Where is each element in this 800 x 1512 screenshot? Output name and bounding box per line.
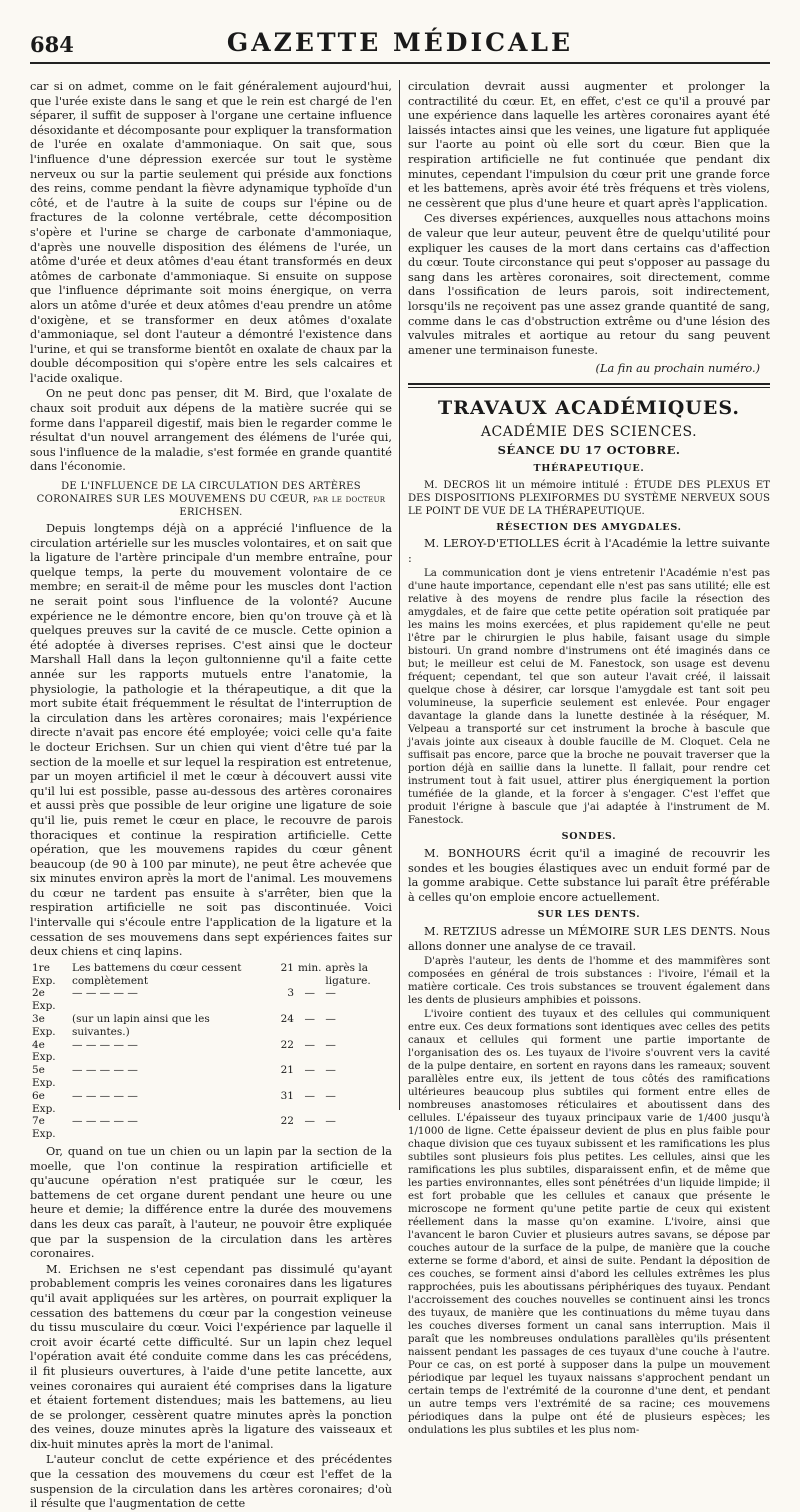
- experiment-unit: min.: [298, 961, 322, 974]
- experiments-table: [30, 962, 392, 1141]
- experiment-n: 3e Exp.: [32, 1013, 56, 1038]
- experiment-row: [30, 1115, 392, 1141]
- experiment-row: [30, 1064, 392, 1090]
- experiment-num: 21: [280, 961, 294, 974]
- masthead: [30, 24, 770, 64]
- continuation-note: (La fin au prochain numéro.): [595, 362, 760, 376]
- paragraph: L'ivoire contient des tuyaux et des cellules qui communiquent entre eux. Ces deux formations sont identiques avec celles des petits canaux et cellules qui forment une partie importante de l'organisation des os. Les tuyaux de l'ivoire s'ouvrent vers la cavité de la pulpe dentaire, en sortent en rayons dans les rameaux; souvent parallèles entre eux, ils jettent de tous côtés des ramifications ultérieures beaucoup plus subtiles qui forment entre elles de nombreuses anastomoses réticulaires et aboutissent dans des cellules. L'épaisseur des tuyaux principaux varie de 1/400 jusqu'à 1/1000 de ligne. Cette épaisseur devient de plus en plus faible pour chaque division que ces tuyaux subissent et les ramifications les plus subtiles sont plusieurs fois plus petites. Les cellules, ainsi que les ramifications les plus subtiles, disparaissent enfin, et de même que les parties environnantes, elles sont pénétrées d'un liquide limpide; il est fort probable que les cellules et canaux que présente le microscope ne forment qu'une petite partie de ceux qui existent réellement dans la masse qu'on examine. L'ivoire, ainsi que l'avancent le baron Cuvier et plusieurs autres savans, se dépose par couches autour de la surface de la pulpe, de manière que la couche externe se forme d'abord, et ainsi de suite. Pendant la déposition de ces couches, se forment ainsi d'abord les cellules extrêmes les plus rapprochées, puis les aboutissans périphériques des tuyaux. Pendant l'accroissement des couches nouvelles se continuent ainsi les troncs des tuyaux, de manière que les continuations du même tuyau dans les couches diverses forment un canal sans interruption. Mais il paraît que les nombreuses ondulations parallèles qu'ils présentent naissent pendant les passages de ces tuyaux d'une couche à l'autre. Pour ce cas, on est porté à supposer dans la pulpe un mouvement périodique par lequel les tuyaux naissans s'approchent pendant un certain temps de l'extrémité de la couronne d'une dent, et pendant un autre temps vers l'extrémité de sa racine; ces mouvemens périodiques dans la pulpe ont été de plusieurs espèces; les ondulations les plus subtiles et les plus nom-: [408, 1009, 770, 1437]
- paragraph: M. Erichsen ne s'est cependant pas dissimulé qu'ayant probablement compris les veines coronaires dans les ligatures qu'il avait appliquées sur les artères, on pourrait expliquer la cessation des battemens du cœur par la congestion veineuse du tissu musculaire du cœur. Voici l'expérience par laquelle il croit avoir écarté cette difficulté. Sur un lapin chez lequel l'opération avait été conduite comme dans les cas précédens, il fit plusieurs ouvertures, à l'aide d'une petite lancette, aux veines coronaires qui auraient été comprises dans la ligature et étaient fortement distendues; mais les battemens, au lieu de se prolonger, cessèrent quatre minutes après la ponction des veines, douze minutes après la ligature des vaisseaux et dix-huit minutes après la mort de l'animal.: [30, 1262, 392, 1451]
- paragraph: Or, quand on tue un chien ou un lapin par la section de la moelle, que l'on continue la respiration artificielle et qu'aucune opération n'est pratiquée sur le cœur, les battemens de cet organe durent pendant une heure ou une heure et demie; la différence entre la durée des mouvemens dans les deux cas paraît, à l'auteur, ne pouvoir être expliquée que par la suspension de la circulation dans les artères coronaires.: [30, 1145, 392, 1261]
- experiment-num: 22: [280, 1038, 294, 1051]
- experiment-tail: —: [325, 987, 336, 1000]
- experiment-n: 7e Exp.: [32, 1115, 56, 1141]
- experiment-row: [30, 962, 392, 988]
- experiment-tail: après la ligature.: [325, 961, 371, 987]
- experiment-text: — — — — —: [72, 1089, 138, 1102]
- experiment-num: 22: [280, 1115, 294, 1128]
- experiment-tail: —: [325, 1089, 336, 1102]
- paragraph: On ne peut donc pas penser, dit M. Bird, que l'oxalate de chaux soit produit aux dépens de la matière sucrée qui se forme dans l'appareil digestif, mais bien le regarder comme le résultat d'un nouvel arrangement des élémens de l'urée qui, sous l'influence de la maladie, s'est formée en grande quantité dans l'économie.: [30, 387, 392, 474]
- experiment-unit: —: [304, 1115, 315, 1128]
- subheading-sondes: SONDES.: [561, 831, 617, 843]
- experiment-num: 21: [280, 1064, 294, 1077]
- experiment-n: 2e Exp.: [32, 987, 56, 1013]
- experiment-row: [30, 1039, 392, 1065]
- session-date: SÉANCE DU 17 OCTOBRE.: [497, 443, 681, 458]
- experiment-text: — — — — —: [72, 987, 138, 1000]
- experiment-text: Les battemens du cœur cessent complètement: [72, 961, 242, 987]
- paragraph: Depuis longtemps déjà on a apprécié l'influence de la circulation artérielle sur les muscles volontaires, et on sait que la ligature de l'artère principale d'un membre entraîne, pour quelque temps, la perte du mouvement volontaire de ce membre; en serait-il de même pour les muscles dont l'action ne serait point sous l'influence de la volonté? Aucune expérience ne le démontre encore, bien qu'on trouve çà et là quelques preuves sur la cavité de ce muscle. Cette opinion a été adoptée à diverses reprises. C'est ainsi que le docteur Marshall Hall dans la leçon gultonnienne qu'il a faite cette année sur les rapports mutuels entre l'anatomie, la physiologie, la pathologie et la thérapeutique, a dit que la mort subite était fréquemment le résultat de l'interruption de la circulation dans les artères coronaires; mais l'expérience directe n'avait pas encore été employée; voici celle qu'a faite le docteur Erichsen. Sur un chien qui vient d'être tué par la section de la moelle et sur lequel la respiration est entretenue, par un moyen artificiel il met le cœur à découvert aussi vite qu'il lui est possible, passe au-dessous des artères coronaires et aussi près que possible de leur origine une ligature de soie qu'il lie, puis remet le cœur en place, le recouvre de parois thoraciques et continue la respiration artificielle. Cette opération, que les mouvemens rapides du cœur gênent beaucoup (de 90 à 100 par minute), ne peut être achevée que six minutes environ après la mort de l'animal. Les mouvemens du cœur ne tardent pas ensuite à s'arrêter, bien que la respiration artificielle ne soit pas discontinuée. Voici l'intervalle qui s'écoule entre l'application de la ligature et la cessation de ses mouvemens dans sept expériences faites sur deux chiens et cinq lapins.: [30, 522, 393, 959]
- paragraph: L'auteur conclut de cette expérience et des précédentes que la cessation des mouvemens du cœur est l'effet de la suspension de la circulation dans les artères coronaires; d'où il résulte que l'augmentation de cette: [30, 1453, 392, 1511]
- experiment-unit: —: [304, 1064, 315, 1077]
- experiment-row: [30, 987, 392, 1013]
- experiment-tail: —: [325, 1115, 336, 1128]
- experiment-text: — — — — —: [72, 1064, 138, 1077]
- paragraph: M. LEROY-D'ETIOLLES écrit à l'Académie la lettre suivante :: [408, 537, 770, 565]
- experiment-unit: —: [304, 1038, 315, 1051]
- experiment-n: 6e Exp.: [32, 1089, 56, 1115]
- column-divider: [399, 80, 400, 1110]
- section-title: TRAVAUX ACADÉMIQUES.: [438, 396, 740, 419]
- page-number: 684: [30, 32, 74, 57]
- article-heading: DE L'INFLUENCE DE LA CIRCULATION DES ARTÈRES CORONAIRES SUR LES MOUVEMENS DU CŒUR, par le docteur ERICHSEN.: [36, 481, 386, 519]
- paragraph: Ces diverses expériences, auxquelles nous attachons moins de valeur que leur auteur, peuvent être de quelqu'utilité pour expliquer les causes de la mort dans certains cas d'affection du cœur. Toute circonstance qui peut s'opposer au passage du sang dans les artères coronaires, soit directement, comme dans l'ossification de leurs parois, soit indirectement, lorsqu'ils ne reçoivent pas une assez grande quantité de sang, comme dans le cas d'obstruction extrême ou d'une lésion des valvules mitrales et aortique au retour du sang peuvent amener une terminaison funeste.: [408, 212, 770, 357]
- experiment-n: 1re Exp.: [32, 961, 56, 987]
- subheading-therapeutique: THÉRAPEUTIQUE.: [533, 463, 645, 475]
- experiment-num: 3: [287, 987, 294, 1000]
- experiment-tail: —: [325, 1064, 336, 1077]
- experiment-row: [30, 1013, 392, 1039]
- experiment-tail: —: [325, 1038, 336, 1051]
- paragraph: car si on admet, comme on le fait généralement aujourd'hui, que l'urée existe dans le sang et que le rein est chargé de l'en séparer, il suffit de supposer à l'organe une certaine influence désoxidante et décomposante pour expliquer la transformation de l'urée en oxalate d'ammoniaque. On sait que, sous l'influence d'une dépression exercée sur tout le système nerveux ou sur la partie seulement qui préside aux fonctions des reins, comme pendant la fièvre adynamique typhoïde d'un côté, et de l'autre à la suite de coups sur l'épine ou de fractures de la colonne vertébrale, cette décomposition s'opère et l'urine se charge de carbonate d'ammoniaque, d'après une nouvelle disposition des élémens de l'urée, un atôme d'urée et deux atômes d'eau étant transformés en deux atômes de carbonate d'ammoniaque. Si ensuite on suppose que l'influence déprimante soit moins énergique, on verra alors un atôme d'urée et deux atômes d'eau prendre un atôme d'oxigène, et se transformer en deux atômes d'oxalate d'ammoniaque, sel dont l'auteur a démontré l'existence dans l'urine, et qui se transforme bientôt en oxalate de chaux par la double décomposition qui s'opère entre les sels calcaires et l'acide oxalique.: [30, 80, 392, 385]
- right-column: [408, 80, 770, 1437]
- paragraph: circulation devrait aussi augmenter et prolonger la contractilité du cœur. Et, en effet, c'est ce qu'il a prouvé par une expérience dans laquelle les artères coronaires ayant été laissés intactes ainsi que les veines, une ligature fut appliquée sur l'aorte au point où elle sort du cœur. Bien que la respiration artificielle ne fut continuée que pendant dix minutes, cependant l'impulsion du cœur prit une grande force et les battemens, après avoir été très fréquens et très violens, ne cessèrent que plus d'une heure et quart après l'application.: [408, 80, 770, 210]
- paragraph: M. RETZIUS adresse un MÉMOIRE SUR LES DENTS. Nous allons donner une analyse de ce travail.: [408, 925, 770, 953]
- experiment-text: — — — — —: [72, 1115, 138, 1128]
- experiment-num: 31: [280, 1089, 294, 1102]
- paragraph: D'après l'auteur, les dents de l'homme et des mammifères sont composées en général de trois substances : l'ivoire, l'émail et la matière corticale. Ces trois substances se trouvent également dans les dents de plusieurs amphibies et poissons.: [408, 956, 770, 1007]
- subheading-resection: RÉSECTION DES AMYGDALES.: [496, 521, 682, 533]
- paragraph: M. BONHOURS écrit qu'il a imaginé de recouvrir les sondes et les bougies élastiques avec un enduit formé par de la gomme arabique. Cette substance lui paraît être préférable à celles qu'on emploie encore actuellement.: [408, 847, 770, 904]
- experiment-row: [30, 1090, 392, 1116]
- experiment-text: — — — — —: [72, 1038, 138, 1051]
- academy-title: ACADÉMIE DES SCIENCES.: [480, 423, 698, 440]
- left-column: [30, 80, 393, 1511]
- experiment-num: 24: [280, 1013, 294, 1026]
- experiment-text: (sur un lapin ainsi que les suivantes.): [72, 1013, 210, 1038]
- experiment-tail: —: [325, 1013, 336, 1026]
- experiment-unit: —: [304, 1013, 315, 1026]
- experiment-n: 4e Exp.: [32, 1038, 56, 1064]
- experiment-n: 5e Exp.: [32, 1064, 56, 1090]
- experiment-unit: —: [304, 1089, 315, 1102]
- letter-text: La communication dont je viens entretenir l'Académie n'est pas d'une haute importance, cependant elle n'est pas sans utilité; elle est relative à des moyens de rendre plus facile la résection des amygdales, et de faire que cette petite opération soit pratiquée par les mains les moins exercées, et plus rapidement qu'elle ne peut l'être par le chirurgien le plus habile, faisant usage du simple bistouri. Un grand nombre d'instrumens ont été imaginés dans ce but; le meilleur est celui de M. Fanestock, son usage est devenu fréquent; cependant, tel que son auteur l'avait créé, il laissait quelque chose à désirer, car lorsque l'amygdale est tant soit peu volumineuse, la superficie seulement est enlevée. Pour engager davantage la glande dans la lunette destinée à la réséquer, M. Velpeau a transporté sur cet instrument la broche à bascule que j'avais jointe aux ciseaux à double faucille de M. Cloquet. Cela ne suffisait pas encore, parce que la broche ne pouvait traverser que la portion déjà en saillie dans la lunette. Il fallait, pour rendre cet instrument tout à fait usuel, attirer plus énergiquement la portion tuméfiée de la glande, et la forcer à s'engager. C'est l'effet que produit l'érigne à bascule que j'ai adaptée à l'instrument de M. Fanestock.: [408, 568, 770, 827]
- subheading-dents: SUR LES DENTS.: [537, 909, 641, 921]
- journal-title: GAZETTE MÉDICALE: [226, 28, 574, 57]
- paragraph: M. DECROS lit un mémoire intitulé : ÉTUDE DES PLEXUS ET DES DISPOSITIONS PLEXIFORMES DU SYSTÈME NERVEUX SOUS LE POINT DE VUE DE LA THÉRAPEUTIQUE.: [408, 479, 770, 517]
- experiment-unit: —: [304, 987, 315, 1000]
- section-rule: [408, 383, 770, 388]
